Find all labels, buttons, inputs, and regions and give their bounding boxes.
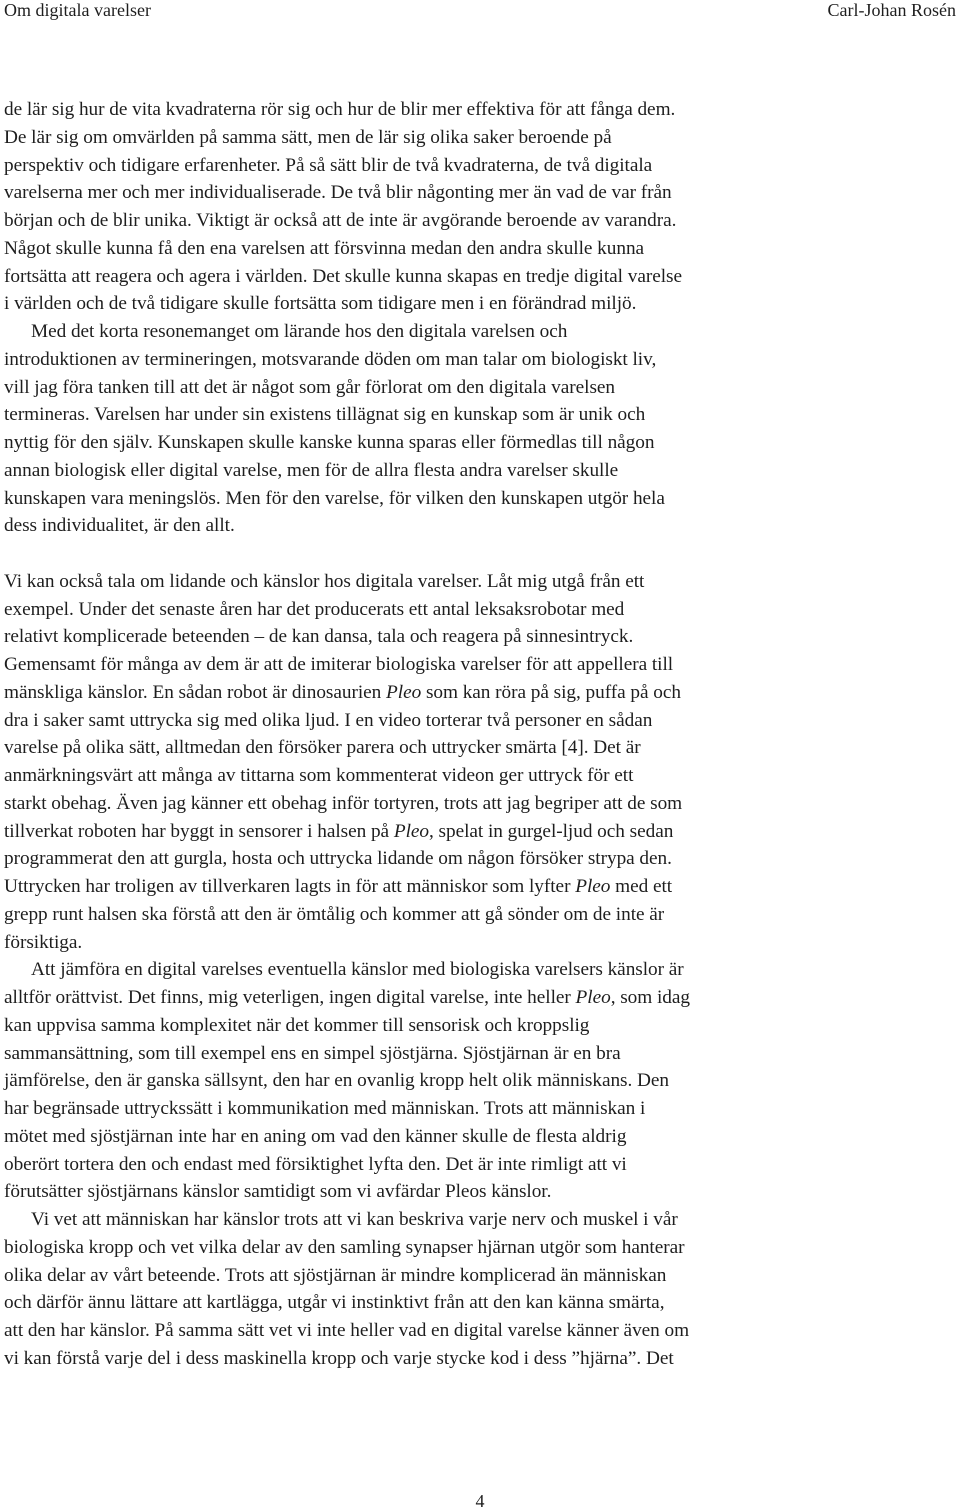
text-line: biologiska kropp och vet vilka delar av den samling synapser hjärnan utgör som hanterar <box>4 1236 685 1258</box>
text-line: Gemensamt för många av dem är att de imiterar biologiska varelser för att appellera till <box>4 654 674 675</box>
text-line: Vi vet att människan har känslor trots att vi kan beskriva varje nerv och muskel i vår <box>31 1209 678 1230</box>
text-line <box>4 984 960 1012</box>
text-line: förutsätter sjöstjärnans känslor samtidigt som vi avfärdar Pleos känslor. <box>4 1181 552 1203</box>
author-name: Carl-Johan Rosén <box>827 0 956 20</box>
text-line <box>4 679 960 707</box>
text-line <box>4 818 960 846</box>
text-line: kunskapen vara meningslös. Men för den varelse, för vilken den kunskapen utgör hela <box>4 487 665 509</box>
text-line: Något skulle kunna få den ena varelsen att försvinna medan den andra skulle kunna <box>4 237 645 259</box>
text-segment: , som idag <box>610 987 690 1008</box>
italic-term: Pleo <box>393 820 429 842</box>
text-line: relativt komplicerade beteenden – de kan dansa, tala och reagera på sinnesintryck. <box>4 626 634 648</box>
text-line: dess individualitet, är den allt. <box>4 515 235 537</box>
text-line: sammansättning, som till exempel ens en simpel sjöstjärna. Sjöstjärnan är en bra <box>4 1042 621 1064</box>
text-line: mötet med sjöstjärnan inte har en aning om vad den känner skulle de flesta aldrig <box>4 1125 627 1147</box>
text-segment: mänskliga känslor. En sådan robot är dinosaurien <box>4 681 387 703</box>
page-number: 4 <box>475 1491 485 1511</box>
text-segment: alltför orättvist. Det finns, mig veterligen, ingen digital varelse, inte heller <box>4 987 576 1008</box>
text-line: anmärkningsvärt att många av tittarna som kommenterat videon ger uttryck för ett <box>4 765 634 786</box>
text-line: oberört tortera den och endast med försiktighet lyfta den. Det är inte rimligt att vi <box>4 1153 627 1175</box>
text-line: att den har känslor. På samma sätt vet vi inte heller vad en digital varelse känner även om <box>4 1320 690 1341</box>
text-segment: , spelat in gurgel-ljud och sedan <box>428 820 674 842</box>
text-line: De lär sig om omvärlden på samma sätt, men de lär sig olika saker beroende på <box>4 126 612 148</box>
text-line: de lär sig hur de vita kvadraterna rör sig och hur de blir mer effektiva för att fånga dem. <box>4 99 676 120</box>
text-line: Vi kan också tala om lidande och känslor hos digitala varelser. Låt mig utgå från ett <box>4 570 645 592</box>
text-line: och därför ännu lättare att kartlägga, utgår vi instinktivt från att den kan känna smärta, <box>4 1292 665 1314</box>
italic-term: Pleo <box>575 987 611 1008</box>
text-line: termineras. Varelsen har under sin existens tillägnat sig en kunskap som är unik och <box>4 404 646 426</box>
text-line: introduktionen av termineringen, motsvarande döden om man talar om biologiskt liv, <box>4 348 657 370</box>
text-line: perspektiv och tidigare erfarenheter. På så sätt blir de två kvadraterna, de två digitala <box>4 154 653 176</box>
text-segment: med ett <box>610 876 673 897</box>
italic-term: Pleo <box>386 681 422 703</box>
text-line: vill jag föra tanken till att det är något som går förlorat om den digitala varelsen <box>4 376 615 398</box>
text-line <box>4 873 960 901</box>
running-title: Om digitala varelser <box>4 0 151 20</box>
text-line: varelse på olika sätt, alltmedan den försöker parera och uttrycker smärta [4]. Det är <box>4 737 641 759</box>
text-line: Att jämföra en digital varelses eventuella känslor med biologiska varelsers känslor är <box>31 959 684 981</box>
text-line: fortsätta att reagera och agera i världen. Det skulle kunna skapas en tredje digital varelse <box>4 265 682 287</box>
text-line: nyttig för den själv. Kunskapen skulle kanske kunna sparas eller förmedlas till någon <box>4 432 655 453</box>
text-line: dra i saker samt uttrycka sig med olika ljud. I en video torterar två personer en sådan <box>4 709 653 731</box>
text-line: vi kan förstå varje del i dess maskinella kropp och varje stycke kod i dess ”hjärna”. Det <box>4 1347 674 1369</box>
text-line: varelserna mer och mer individualiserade. De två blir någonting mer än vad de var från <box>4 182 672 204</box>
text-line: programmerat den att gurgla, hosta och uttrycka lidande om någon försöker strypa den. <box>4 848 672 870</box>
text-line: grepp runt halsen ska förstå att den är ömtålig och kommer att gå sönder om de inte är <box>4 903 665 925</box>
paragraph-gap <box>4 540 960 568</box>
text-line: har begränsade uttryckssätt i kommunikation med människan. Trots att människan i <box>4 1098 646 1119</box>
text-segment: tillverkat roboten har byggt in sensorer i halsen på <box>4 820 394 842</box>
text-line: exempel. Under det senaste åren har det producerats ett antal leksaksrobotar med <box>4 598 625 620</box>
text-line: kan uppvisa samma komplexitet när det kommer till sensorisk och kroppslig <box>4 1014 590 1036</box>
text-segment: som kan röra på sig, puffa på och <box>421 681 681 703</box>
text-line: försiktiga. <box>4 931 83 953</box>
page-header <box>0 0 960 22</box>
text-line: Med det korta resonemanget om lärande hos den digitala varelsen och <box>31 321 568 342</box>
text-line: olika delar av vårt beteende. Trots att sjöstjärnan är mindre komplicerad än människan <box>4 1264 667 1286</box>
text-line: jämförelse, den är ganska sällsynt, den har en ovanlig kropp helt olik människans. Den <box>4 1070 670 1092</box>
text-line: annan biologisk eller digital varelse, men för de allra flesta andra varelser skulle <box>4 459 619 481</box>
text-line: starkt obehag. Även jag känner ett obehag inför tortyren, trots att jag begriper att de som <box>4 792 683 814</box>
text-line: början och de blir unika. Viktigt är också att de inte är avgörande beroende av varandra. <box>4 210 677 231</box>
text-segment: Uttrycken har troligen av tillverkaren lagts in för att människor som lyfter <box>4 876 576 897</box>
text-line: i världen och de två tidigare skulle fortsätta som tidigare men i en förändrad miljö. <box>4 293 637 315</box>
body-text <box>4 96 960 1373</box>
italic-term: Pleo <box>575 876 611 897</box>
